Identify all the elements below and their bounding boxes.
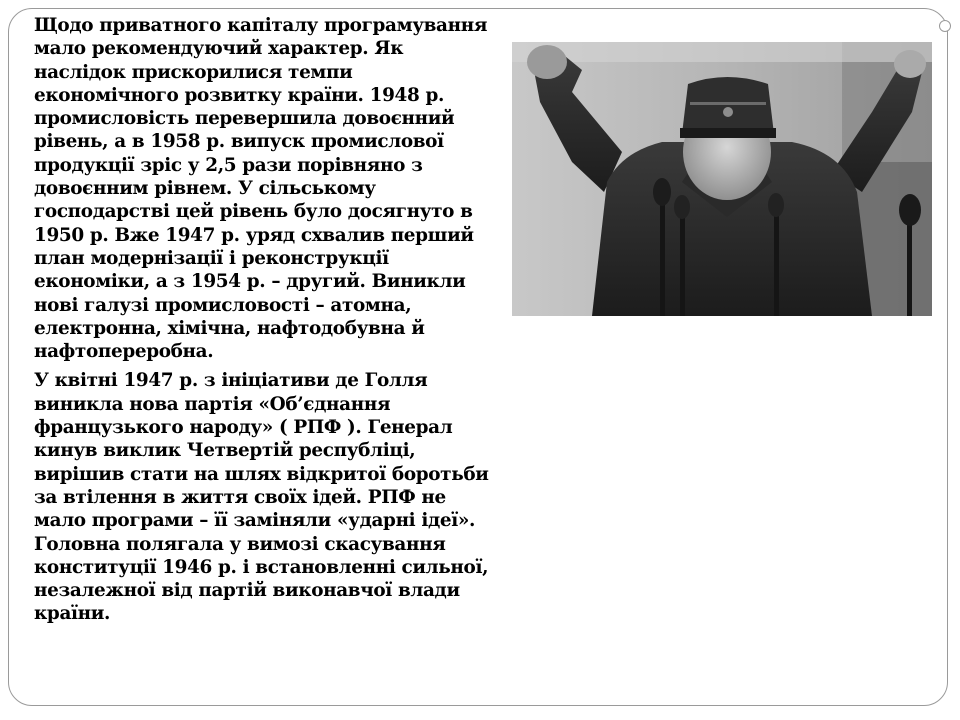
photo-general-arms-raised [512, 42, 932, 316]
paragraph-economy: Щодо приватного капіталу програмування мало рекомендуючий характер. Як наслідок прискорилися темпи економічного розвитку країни. 1948 р. промисловість перевершила довоєнний рівень, а в 1958 р. випуск промислової продукції зріс у 2,5 рази порівняно з довоєнним рівнем. У сільському господарстві цей рівень було досягнуто в 1950 р. Вже 1947 р. уряд схвалив перший план модернізації і реконструкції економіки, а з 1954 р. – другий. Виникли нові галузі промисловості – атомна, електронна, хімічна, нафтодобувна й нафтопереробна. [34, 15, 488, 363]
corner-ornament [939, 20, 951, 32]
paragraph-rpf: У квітні 1947 р. з ініціативи де Голля виникла нова партія «Об’єднання французького народу» ( РПФ ). Генерал кинув виклик Четвертій республіці, вирішив стати на шлях відкритої боротьби за втілення в життя своїх ідей. РПФ не мало програми – її заміняли «ударні ідеї». Головна полягала у вимозі скасування конституції 1946 р. і встановленні сильної, незалежної від партій виконавчої влади країни. [34, 370, 489, 625]
body-text [34, 14, 512, 632]
